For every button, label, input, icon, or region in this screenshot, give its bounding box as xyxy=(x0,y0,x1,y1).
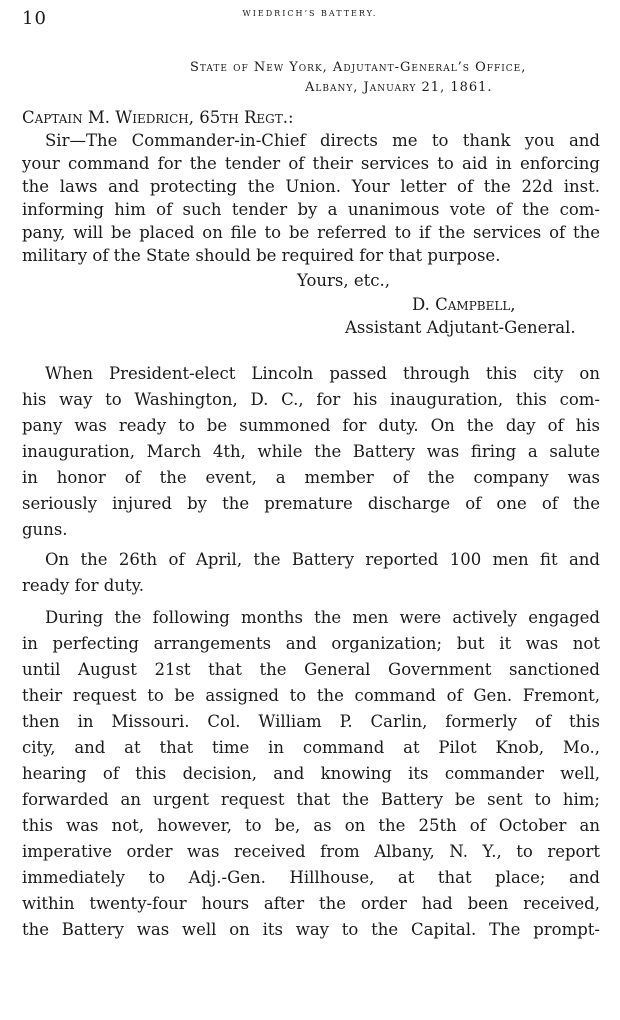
paragraph-line: this was not, however, to be, as on the 25th of October an xyxy=(22,816,600,835)
paragraph-line: imperative order was received from Albany, N. Y., to report xyxy=(22,842,600,861)
letter-heading-date: Albany, January 21, 1861. xyxy=(305,80,493,95)
letter-body-line: military of the State should be required for that purpose. xyxy=(22,246,501,265)
paragraph-line: city, and at that time in command at Pilot Knob, Mo., xyxy=(22,738,600,757)
paragraph-line: in perfecting arrangements and organization; but it was not xyxy=(22,634,600,653)
letter-heading-office: State of New York, Adjutant-General’s Office, xyxy=(190,60,527,75)
signature-title: Assistant Adjutant-General. xyxy=(345,318,576,337)
paragraph-line: hearing of this decision, and knowing its commander well, xyxy=(22,764,600,783)
paragraph-line: When President-elect Lincoln passed through this city on xyxy=(45,364,600,383)
paragraph-line: During the following months the men were actively engaged xyxy=(45,608,600,627)
letter-closing: Yours, etc., xyxy=(297,271,390,290)
letter-body-line: informing him of such tender by a unanimous vote of the com- xyxy=(22,200,600,219)
paragraph-line: forwarded an urgent request that the Battery be sent to him; xyxy=(22,790,600,809)
paragraph-line: seriously injured by the premature discharge of one of the xyxy=(22,494,600,513)
paragraph-line: the Battery was well on its way to the Capital. The prompt- xyxy=(22,920,600,939)
letter-body-line: Sir—The Commander-in-Chief directs me to thank you and xyxy=(45,131,600,150)
paragraph-line: guns. xyxy=(22,520,68,539)
paragraph-line: within twenty-four hours after the order had been received, xyxy=(22,894,600,913)
letter-salutation: Captain M. Wiedrich, 65th Regt.: xyxy=(22,108,294,127)
letter-body-line: the laws and protecting the Union. Your letter of the 22d inst. xyxy=(22,177,600,196)
paragraph-line: ready for duty. xyxy=(22,576,144,595)
paragraph-line: their request to be assigned to the command of Gen. Fremont, xyxy=(22,686,600,705)
running-header-title: WIEDRICH’S BATTERY. xyxy=(242,9,378,18)
paragraph-line: pany was ready to be summoned for duty. On the day of his xyxy=(22,416,600,435)
paragraph-line: On the 26th of April, the Battery reported 100 men fit and xyxy=(45,550,600,569)
paragraph-line: in honor of the event, a member of the company was xyxy=(22,468,600,487)
paragraph-line: until August 21st that the General Government sanctioned xyxy=(22,660,600,679)
signature-name: D. Campbell, xyxy=(412,295,516,314)
paragraph-line: immediately to Adj.-Gen. Hillhouse, at that place; and xyxy=(22,868,600,887)
paragraph-line: inauguration, March 4th, while the Battery was firing a salute xyxy=(22,442,600,461)
page-number: 10 xyxy=(22,8,47,29)
paragraph-line: then in Missouri. Col. William P. Carlin, formerly of this xyxy=(22,712,600,731)
letter-body-line: your command for the tender of their services to aid in enforcing xyxy=(22,154,600,173)
paragraph-line: his way to Washington, D. C., for his inauguration, this com- xyxy=(22,390,600,409)
letter-body-line: pany, will be placed on file to be referred to if the services of the xyxy=(22,223,600,242)
